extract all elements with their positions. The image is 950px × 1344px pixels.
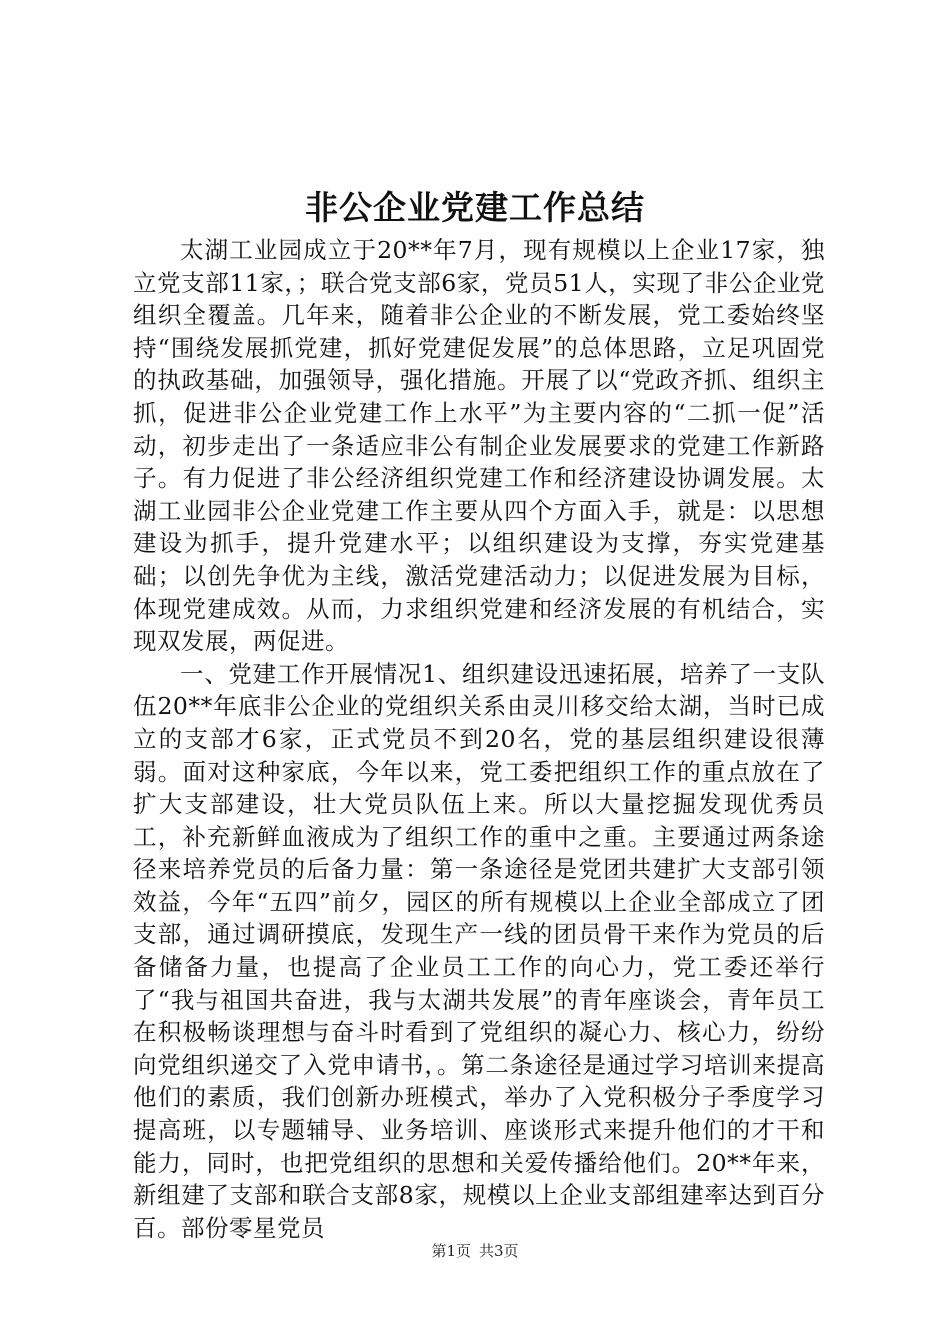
document-body (133, 234, 825, 1244)
page-total: 共3页 (479, 1242, 519, 1260)
page-number: 第1页 (431, 1242, 471, 1260)
document-title: 非公企业党建工作总结 (305, 188, 645, 227)
page-footer (0, 1239, 950, 1263)
paragraph-section-one: 一、党建工作开展情况1、组织建设迅速拓展，培养了一支队伍20**年底非公企业的党组织关系由灵川移交给太湖，当时已成立的支部才6家，正式党员不到20名，党的基层组织建设很薄弱。面对这种家底，今年以来，党工委把组织工作的重点放在了扩大支部建设，壮大党员队伍上来。所以大量挖掘发现优秀员工，补充新鲜血液成为了组织工作的重中之重。主要通过两条途径来培养党员的后备力量：第一条途径是党团共建扩大支部引领效益，今年“五四”前夕，园区的所有规模以上企业全部成立了团支部，通过调研摸底，发现生产一线的团员骨干来作为党员的后备储备力量，也提高了企业员工工作的向心力，党工委还举行了“我与祖国共奋进，我与太湖共发展”的青年座谈会，青年员工在积极畅谈理想与奋斗时看到了党组织的凝心力、核心力，纷纷向党组织递交了入党申请书，。第二条途径是通过学习培训来提高他们的素质，我们创新办班模式，举办了入党积极分子季度学习提高班，以专题辅导、业务培训、座谈形式来提升他们的才干和能力，同时，也把党组织的思想和关爱传播给他们。20**年来，新组建了支部和联合支部8家，规模以上企业支部组建率达到百分百。部份零星党员 (133, 659, 825, 1242)
paragraph-intro: 太湖工业园成立于20**年7月，现有规模以上企业17家，独立党支部11家，；联合党支部6家，党员51人，实现了非公企业党组织全覆盖。几年来，随着非公企业的不断发展，党工委始终坚持“围绕发展抓党建，抓好党建促发展”的总体思路，立足巩固党的执政基础，加强领导，强化措施。开展了以“党政齐抓、组织主抓，促进非公企业党建工作上水平”为主要内容的“二抓一促”活动，初步走出了一条适应非公有制企业发展要求的党建工作新路子。有力促进了非公经济组织党建工作和经济建设协调发展。太湖工业园非公企业党建工作主要从四个方面入手，就是：以思想建设为抓手，提升党建水平；以组织建设为支撑，夯实党建基础；以创先争优为主线，激活党建活动力；以促进发展为目标，体现党建成效。从而，力求组织党建和经济发展的有机结合，实现双发展，两促进。 (133, 236, 825, 656)
